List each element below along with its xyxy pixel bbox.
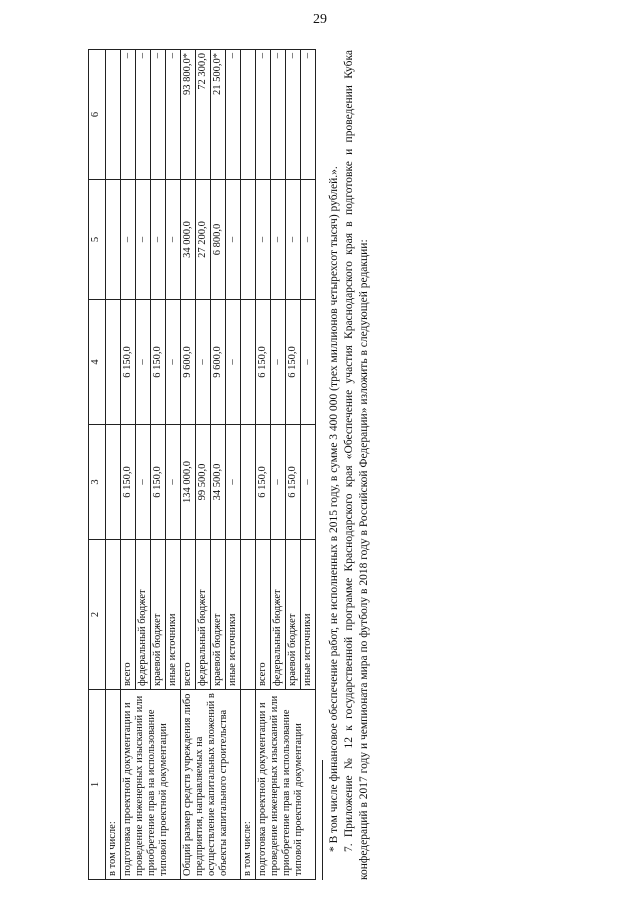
- table-cell: 6 150,0: [256, 425, 271, 540]
- header-cell: 5: [89, 180, 106, 300]
- empty-cell: [241, 180, 256, 300]
- row-label: Общий размер средств учреждения либо предприятия, направляемых на осуществление капитальных вложений в объекты капитального строительства: [181, 690, 241, 880]
- header-cell: 4: [89, 300, 106, 425]
- table-cell: –: [301, 425, 316, 540]
- table-cell: всего: [181, 540, 196, 690]
- table-cell: всего: [121, 540, 136, 690]
- empty-cell: [106, 50, 121, 180]
- empty-cell: [241, 425, 256, 540]
- table-cell: –: [271, 425, 286, 540]
- table-cell: иные источники: [166, 540, 181, 690]
- table-row: [121, 50, 136, 880]
- footnote: * В том числе финансовое обеспечение работ, не исполненных в 2015 году, в сумме 3 400 000 (трех миллионов четырехсот тысяч) рублей.».: [328, 166, 340, 852]
- table-cell: 34 500,0: [211, 425, 226, 540]
- row-label: подготовка проектной документации и проведение инженерных изысканий или приобретение прав на использование типовой проектной документации: [121, 690, 181, 880]
- table-cell: –: [256, 50, 271, 180]
- table-cell: 6 150,0: [256, 300, 271, 425]
- table-cell: федеральный бюджет: [196, 540, 211, 690]
- table-cell: –: [256, 180, 271, 300]
- table-cell: –: [196, 300, 211, 425]
- table-cell: –: [151, 50, 166, 180]
- table-cell: 27 200,0: [196, 180, 211, 300]
- table-cell: –: [226, 50, 241, 180]
- table-cell: иные источники: [301, 540, 316, 690]
- table-cell: –: [271, 50, 286, 180]
- table-cell: –: [271, 180, 286, 300]
- notes-block: [322, 50, 372, 880]
- table-cell: –: [226, 300, 241, 425]
- table-cell: краевой бюджет: [286, 540, 301, 690]
- table-cell: 93 800,0*: [181, 50, 196, 180]
- group-label-row: [106, 50, 121, 880]
- table-cell: –: [226, 180, 241, 300]
- empty-cell: [106, 300, 121, 425]
- table-cell: 6 150,0: [286, 425, 301, 540]
- table-cell: –: [166, 50, 181, 180]
- table-cell: –: [271, 300, 286, 425]
- group-label: в том числе:: [106, 690, 121, 880]
- table-cell: 99 500,0: [196, 425, 211, 540]
- table-cell: –: [151, 180, 166, 300]
- header-cell: 2: [89, 540, 106, 690]
- table-cell: 6 150,0: [121, 425, 136, 540]
- table-cell: 9 600,0: [211, 300, 226, 425]
- table-cell: краевой бюджет: [151, 540, 166, 690]
- paragraph-7: 7. Приложение № 12 к государственной программе Краснодарского края «Обеспечение участия Краснодарского края в подготовке и проведении Кубка конфедераций в 2017 году и чемпионата мира по футболу в 2018 году в Российской Федерации» изложить в следующей редакции:: [343, 50, 370, 880]
- table-body: [89, 50, 316, 880]
- table-cell: –: [301, 180, 316, 300]
- table-cell: –: [301, 50, 316, 180]
- empty-cell: [241, 540, 256, 690]
- header-cell: 6: [89, 50, 106, 180]
- table-cell: всего: [256, 540, 271, 690]
- table-cell: федеральный бюджет: [136, 540, 151, 690]
- table-cell: –: [301, 300, 316, 425]
- table-cell: 6 150,0: [151, 300, 166, 425]
- table-row: [181, 50, 196, 880]
- table-row: [256, 50, 271, 880]
- table-cell: 9 600,0: [181, 300, 196, 425]
- table-cell: 72 300,0: [196, 50, 211, 180]
- table-cell: 6 800,0: [211, 180, 226, 300]
- empty-cell: [106, 180, 121, 300]
- table-cell: –: [136, 50, 151, 180]
- empty-cell: [241, 50, 256, 180]
- empty-cell: [106, 425, 121, 540]
- financing-table: [88, 49, 316, 880]
- group-label-row: [241, 50, 256, 880]
- table-cell: 6 150,0: [151, 425, 166, 540]
- table-cell: –: [166, 180, 181, 300]
- table-cell: 21 500,0*: [211, 50, 226, 180]
- table-cell: 6 150,0: [121, 300, 136, 425]
- table-cell: –: [136, 300, 151, 425]
- rotated-content: [88, 50, 558, 880]
- table-cell: –: [166, 300, 181, 425]
- group-label: в том числе:: [241, 690, 256, 880]
- header-cell: 3: [89, 425, 106, 540]
- row-label: подготовка проектной документации и проведение инженерных изысканий или приобретение прав на использование типовой проектной документации: [256, 690, 316, 880]
- table-cell: 6 150,0: [286, 300, 301, 425]
- table-cell: –: [121, 50, 136, 180]
- page-number: 29: [313, 12, 327, 27]
- table-cell: федеральный бюджет: [271, 540, 286, 690]
- empty-cell: [241, 300, 256, 425]
- footnote-divider: [322, 760, 323, 880]
- header-cell: 1: [89, 690, 106, 880]
- header-row: [89, 50, 106, 880]
- table-cell: 34 000,0: [181, 180, 196, 300]
- table-cell: 134 000,0: [181, 425, 196, 540]
- table-cell: –: [226, 425, 241, 540]
- table-cell: –: [286, 180, 301, 300]
- table-cell: –: [166, 425, 181, 540]
- table-cell: –: [136, 180, 151, 300]
- table-cell: –: [286, 50, 301, 180]
- empty-cell: [106, 540, 121, 690]
- table-cell: иные источники: [226, 540, 241, 690]
- table-cell: –: [136, 425, 151, 540]
- table-cell: краевой бюджет: [211, 540, 226, 690]
- table-cell: –: [121, 180, 136, 300]
